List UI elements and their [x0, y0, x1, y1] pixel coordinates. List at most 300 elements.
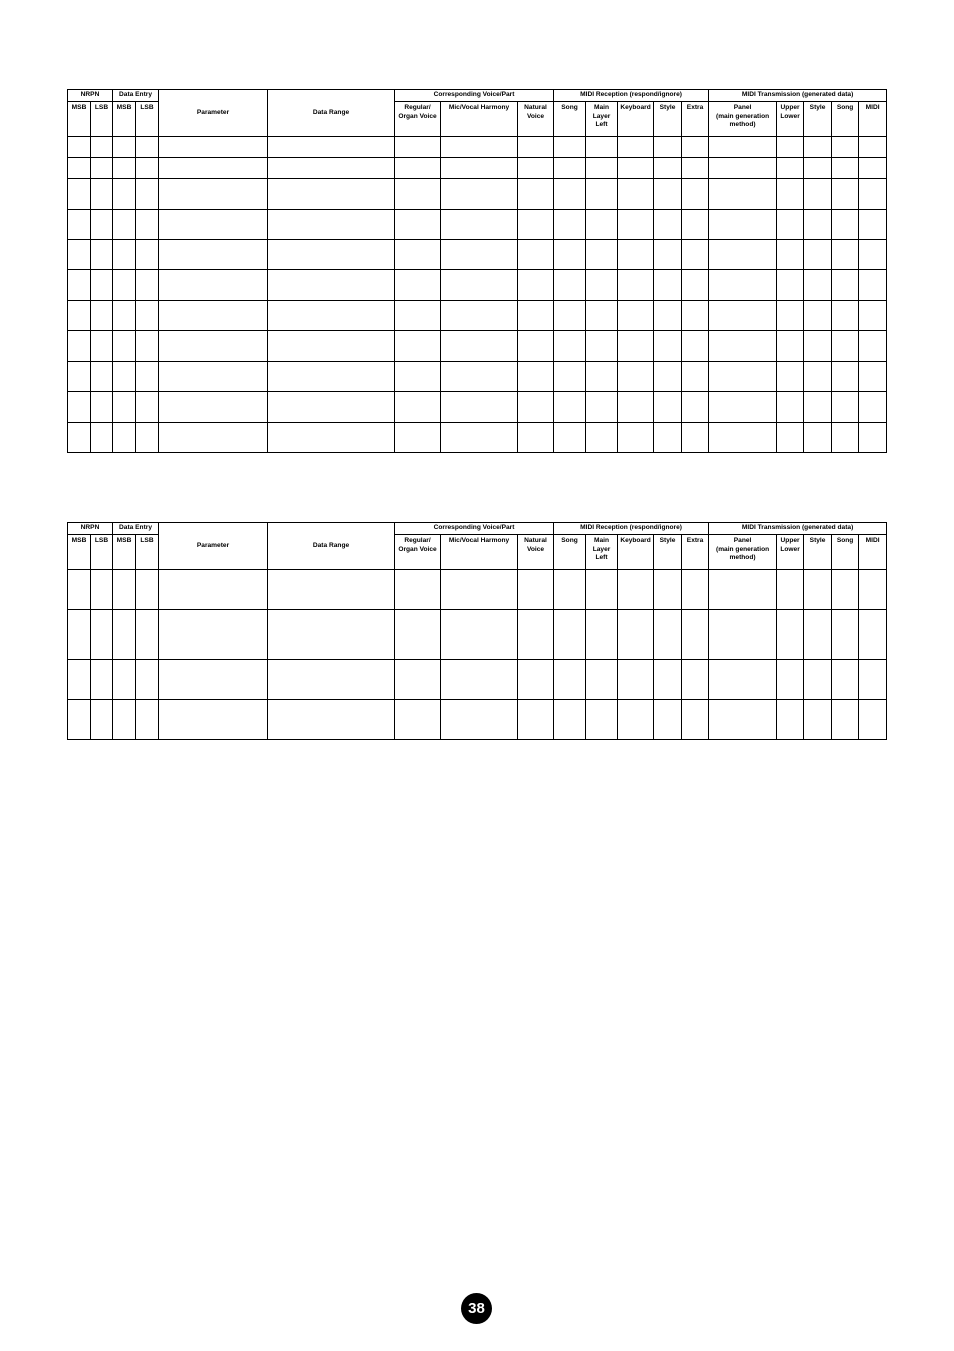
table-cell — [777, 158, 804, 179]
table-cell — [586, 240, 618, 270]
table-cell — [136, 570, 159, 610]
table-cell — [136, 700, 159, 740]
table-cell — [159, 331, 268, 362]
table-cell — [709, 301, 777, 331]
table-cell — [709, 700, 777, 740]
table-cell — [136, 270, 159, 301]
table-cell — [709, 210, 777, 240]
table-cell — [859, 179, 887, 210]
table-cell — [654, 392, 682, 423]
header-transmission-style: Style — [804, 535, 832, 570]
table-cell — [441, 158, 518, 179]
table-cell — [832, 362, 859, 392]
table-cell — [804, 423, 832, 453]
table-cell — [395, 423, 441, 453]
table-cell — [518, 137, 554, 158]
table-cell — [777, 137, 804, 158]
table-cell — [441, 660, 518, 700]
table-cell — [518, 570, 554, 610]
table-cell — [554, 158, 586, 179]
table-cell — [618, 210, 654, 240]
table-cell — [159, 270, 268, 301]
table-cell — [804, 210, 832, 240]
table-cell — [91, 570, 113, 610]
table-cell — [518, 362, 554, 392]
table-cell — [859, 331, 887, 362]
table-cell — [832, 179, 859, 210]
table-cell — [682, 423, 709, 453]
table-cell — [832, 570, 859, 610]
table-cell — [68, 179, 91, 210]
table-cell — [709, 392, 777, 423]
table-cell — [113, 301, 136, 331]
header-transmission-song: Song — [832, 535, 859, 570]
header-data-entry-lsb: LSB — [136, 102, 159, 137]
header-midi: MIDI — [859, 102, 887, 137]
table-cell — [113, 158, 136, 179]
table-cell — [709, 137, 777, 158]
table-cell — [159, 301, 268, 331]
table-cell — [518, 270, 554, 301]
table-cell — [709, 270, 777, 301]
table-cell — [268, 392, 395, 423]
table-cell — [554, 700, 586, 740]
table-cell — [804, 610, 832, 660]
table-cell — [586, 179, 618, 210]
header-panel: Panel (main generation method) — [709, 102, 777, 137]
header-corresponding-voice-part: Corresponding Voice/Part — [395, 90, 554, 102]
table-row — [68, 179, 887, 210]
table-cell — [554, 392, 586, 423]
table-cell — [804, 179, 832, 210]
table-cell — [859, 158, 887, 179]
table-cell — [859, 700, 887, 740]
table-cell — [113, 392, 136, 423]
table-row — [68, 210, 887, 240]
table-row — [68, 331, 887, 362]
table-cell — [159, 240, 268, 270]
header-nrpn: NRPN — [68, 523, 113, 535]
table-cell — [268, 331, 395, 362]
table-row — [68, 392, 887, 423]
table-cell — [586, 362, 618, 392]
table-cell — [554, 137, 586, 158]
table-cell — [518, 660, 554, 700]
table-cell — [654, 423, 682, 453]
table-cell — [159, 362, 268, 392]
table-cell — [618, 158, 654, 179]
table-cell — [441, 240, 518, 270]
table-cell — [618, 362, 654, 392]
table-cell — [832, 331, 859, 362]
header-parameter: Parameter — [159, 523, 268, 570]
table-cell — [618, 392, 654, 423]
table-cell — [441, 179, 518, 210]
table-cell — [136, 137, 159, 158]
table-cell — [395, 240, 441, 270]
header-keyboard: Keyboard — [618, 535, 654, 570]
table-cell — [113, 270, 136, 301]
table-cell — [618, 179, 654, 210]
table-cell — [68, 331, 91, 362]
table-cell — [113, 240, 136, 270]
table-cell — [554, 362, 586, 392]
table-cell — [618, 660, 654, 700]
table-cell — [804, 270, 832, 301]
table-cell — [91, 179, 113, 210]
table-cell — [159, 137, 268, 158]
table-cell — [113, 362, 136, 392]
table-cell — [395, 158, 441, 179]
table-cell — [804, 362, 832, 392]
table-cell — [682, 700, 709, 740]
table-cell — [804, 660, 832, 700]
table-cell — [859, 240, 887, 270]
header-reception-song: Song — [554, 102, 586, 137]
table-cell — [113, 660, 136, 700]
table-cell — [268, 240, 395, 270]
table-cell — [159, 570, 268, 610]
table-cell — [554, 423, 586, 453]
table-cell — [804, 158, 832, 179]
header-upper-lower: Upper Lower — [777, 102, 804, 137]
table-cell — [268, 423, 395, 453]
table-cell — [777, 610, 804, 660]
table-cell — [682, 660, 709, 700]
table-cell — [113, 570, 136, 610]
table-cell — [618, 270, 654, 301]
table-cell — [441, 700, 518, 740]
table-cell — [554, 210, 586, 240]
table-cell — [654, 331, 682, 362]
header-data-entry: Data Entry — [113, 523, 159, 535]
table-cell — [395, 392, 441, 423]
table-cell — [518, 700, 554, 740]
table-cell — [777, 270, 804, 301]
table-cell — [91, 158, 113, 179]
table-cell — [554, 270, 586, 301]
table-cell — [554, 301, 586, 331]
table-cell — [113, 610, 136, 660]
table-cell — [618, 240, 654, 270]
table-cell — [268, 700, 395, 740]
table-cell — [777, 570, 804, 610]
table-cell — [268, 137, 395, 158]
table-cell — [441, 610, 518, 660]
table-cell — [395, 610, 441, 660]
table-cell — [113, 179, 136, 210]
table-cell — [91, 240, 113, 270]
table-cell — [682, 362, 709, 392]
table-cell — [832, 137, 859, 158]
header-nrpn-msb: MSB — [68, 102, 91, 137]
table-cell — [804, 240, 832, 270]
table-cell — [709, 179, 777, 210]
table-cell — [777, 423, 804, 453]
table-cell — [268, 270, 395, 301]
table-cell — [136, 331, 159, 362]
table-row — [68, 610, 887, 660]
table-cell — [859, 210, 887, 240]
table-cell — [268, 301, 395, 331]
table-cell — [268, 210, 395, 240]
table-cell — [395, 137, 441, 158]
table-cell — [682, 270, 709, 301]
header-midi-transmission: MIDI Transmission (generated data) — [709, 523, 887, 535]
table-cell — [113, 423, 136, 453]
table-cell — [682, 210, 709, 240]
table-cell — [159, 210, 268, 240]
table-cell — [441, 392, 518, 423]
table-1-body — [68, 137, 887, 453]
header-data-range: Data Range — [268, 90, 395, 137]
table-cell — [859, 137, 887, 158]
table-cell — [395, 210, 441, 240]
table-cell — [709, 570, 777, 610]
table-cell — [91, 210, 113, 240]
table-cell — [395, 179, 441, 210]
table-cell — [586, 610, 618, 660]
table-cell — [832, 660, 859, 700]
table-cell — [682, 240, 709, 270]
header-midi-transmission: MIDI Transmission (generated data) — [709, 90, 887, 102]
table-cell — [709, 610, 777, 660]
page-number: 38 — [461, 1293, 492, 1324]
table-cell — [832, 423, 859, 453]
header-data-entry-msb: MSB — [113, 102, 136, 137]
table-cell — [709, 331, 777, 362]
table-cell — [68, 137, 91, 158]
table-cell — [136, 301, 159, 331]
table-cell — [586, 137, 618, 158]
table-cell — [68, 270, 91, 301]
table-cell — [618, 610, 654, 660]
header-extra: Extra — [682, 102, 709, 137]
table-cell — [159, 392, 268, 423]
table-cell — [832, 610, 859, 660]
table-cell — [518, 158, 554, 179]
table-row — [68, 362, 887, 392]
table-cell — [682, 301, 709, 331]
table-cell — [91, 362, 113, 392]
table-cell — [709, 158, 777, 179]
midi-nrpn-table-1 — [67, 89, 887, 453]
table-cell — [441, 210, 518, 240]
table-cell — [654, 570, 682, 610]
table-cell — [159, 610, 268, 660]
header-data-entry: Data Entry — [113, 90, 159, 102]
table-cell — [777, 331, 804, 362]
table-cell — [777, 240, 804, 270]
table-cell — [709, 660, 777, 700]
table-cell — [777, 301, 804, 331]
table-cell — [859, 301, 887, 331]
table-cell — [68, 570, 91, 610]
table-cell — [68, 660, 91, 700]
header-data-entry-lsb: LSB — [136, 535, 159, 570]
table-cell — [709, 240, 777, 270]
table-cell — [268, 179, 395, 210]
header-data-entry-msb: MSB — [113, 535, 136, 570]
table-cell — [682, 610, 709, 660]
table-cell — [91, 660, 113, 700]
table-cell — [518, 179, 554, 210]
table-cell — [136, 362, 159, 392]
table-cell — [518, 331, 554, 362]
table-2-body — [68, 570, 887, 740]
table-cell — [804, 392, 832, 423]
table-cell — [441, 423, 518, 453]
table-cell — [832, 700, 859, 740]
table-cell — [136, 210, 159, 240]
table-cell — [709, 362, 777, 392]
table-cell — [682, 392, 709, 423]
table-cell — [554, 610, 586, 660]
table-cell — [586, 700, 618, 740]
table-cell — [832, 240, 859, 270]
header-nrpn-msb: MSB — [68, 535, 91, 570]
table-row — [68, 137, 887, 158]
header-nrpn-lsb: LSB — [91, 102, 113, 137]
table-cell — [68, 158, 91, 179]
table-cell — [113, 210, 136, 240]
table-cell — [859, 570, 887, 610]
header-midi-reception: MIDI Reception (respond/ignore) — [554, 90, 709, 102]
table-row — [68, 423, 887, 453]
table-cell — [113, 700, 136, 740]
midi-nrpn-table-2 — [67, 522, 887, 740]
table-cell — [68, 240, 91, 270]
table-cell — [586, 392, 618, 423]
table-row — [68, 660, 887, 700]
table-cell — [804, 700, 832, 740]
table-cell — [159, 179, 268, 210]
header-extra: Extra — [682, 535, 709, 570]
table-cell — [777, 700, 804, 740]
table-cell — [682, 570, 709, 610]
table-cell — [395, 362, 441, 392]
table-cell — [618, 423, 654, 453]
table-cell — [395, 570, 441, 610]
table-cell — [804, 570, 832, 610]
table-cell — [618, 301, 654, 331]
header-midi: MIDI — [859, 535, 887, 570]
table-cell — [91, 423, 113, 453]
table-cell — [68, 392, 91, 423]
table-cell — [586, 301, 618, 331]
table-cell — [859, 270, 887, 301]
table-cell — [618, 331, 654, 362]
table-cell — [832, 158, 859, 179]
table-cell — [654, 179, 682, 210]
table-cell — [832, 210, 859, 240]
table-cell — [113, 137, 136, 158]
header-regular-organ-voice: Regular/ Organ Voice — [395, 535, 441, 570]
table-cell — [832, 270, 859, 301]
table-cell — [91, 137, 113, 158]
header-natural-voice: Natural Voice — [518, 535, 554, 570]
table-cell — [654, 660, 682, 700]
table-cell — [618, 700, 654, 740]
table-cell — [136, 392, 159, 423]
header-reception-style: Style — [654, 102, 682, 137]
header-mic-vocal-harmony: Mic/Vocal Harmony — [441, 102, 518, 137]
header-transmission-style: Style — [804, 102, 832, 137]
table-cell — [395, 660, 441, 700]
header-parameter: Parameter — [159, 90, 268, 137]
table-row — [68, 158, 887, 179]
header-reception-style: Style — [654, 535, 682, 570]
table-cell — [68, 301, 91, 331]
header-mic-vocal-harmony: Mic/Vocal Harmony — [441, 535, 518, 570]
table-cell — [91, 331, 113, 362]
table-cell — [268, 610, 395, 660]
table-cell — [518, 240, 554, 270]
header-nrpn-lsb: LSB — [91, 535, 113, 570]
table-row — [68, 570, 887, 610]
table-cell — [68, 610, 91, 660]
header-main-layer-left: Main Layer Left — [586, 102, 618, 137]
table-cell — [518, 392, 554, 423]
table-cell — [113, 331, 136, 362]
table-cell — [859, 660, 887, 700]
table-cell — [68, 700, 91, 740]
table-cell — [804, 137, 832, 158]
table-cell — [709, 423, 777, 453]
table-cell — [395, 700, 441, 740]
table-cell — [618, 137, 654, 158]
table-cell — [654, 210, 682, 240]
table-cell — [441, 362, 518, 392]
table-cell — [586, 210, 618, 240]
table-cell — [859, 392, 887, 423]
table-cell — [586, 270, 618, 301]
table-cell — [68, 362, 91, 392]
table-cell — [159, 158, 268, 179]
table-cell — [586, 570, 618, 610]
table-cell — [441, 270, 518, 301]
table-cell — [654, 700, 682, 740]
table-cell — [268, 158, 395, 179]
table-cell — [654, 301, 682, 331]
header-panel: Panel (main generation method) — [709, 535, 777, 570]
table-cell — [586, 158, 618, 179]
table-cell — [268, 660, 395, 700]
table-cell — [554, 179, 586, 210]
table-cell — [554, 660, 586, 700]
table-cell — [554, 570, 586, 610]
table-cell — [136, 610, 159, 660]
table-cell — [136, 240, 159, 270]
header-keyboard: Keyboard — [618, 102, 654, 137]
table-cell — [136, 423, 159, 453]
table-cell — [268, 362, 395, 392]
table-cell — [804, 331, 832, 362]
table-cell — [136, 179, 159, 210]
table-cell — [654, 158, 682, 179]
table-cell — [159, 700, 268, 740]
table-cell — [91, 270, 113, 301]
table-cell — [68, 210, 91, 240]
table-cell — [136, 158, 159, 179]
table-cell — [832, 392, 859, 423]
table-cell — [859, 610, 887, 660]
table-cell — [777, 362, 804, 392]
table-cell — [518, 610, 554, 660]
table-cell — [682, 179, 709, 210]
table-cell — [682, 158, 709, 179]
header-regular-organ-voice: Regular/ Organ Voice — [395, 102, 441, 137]
